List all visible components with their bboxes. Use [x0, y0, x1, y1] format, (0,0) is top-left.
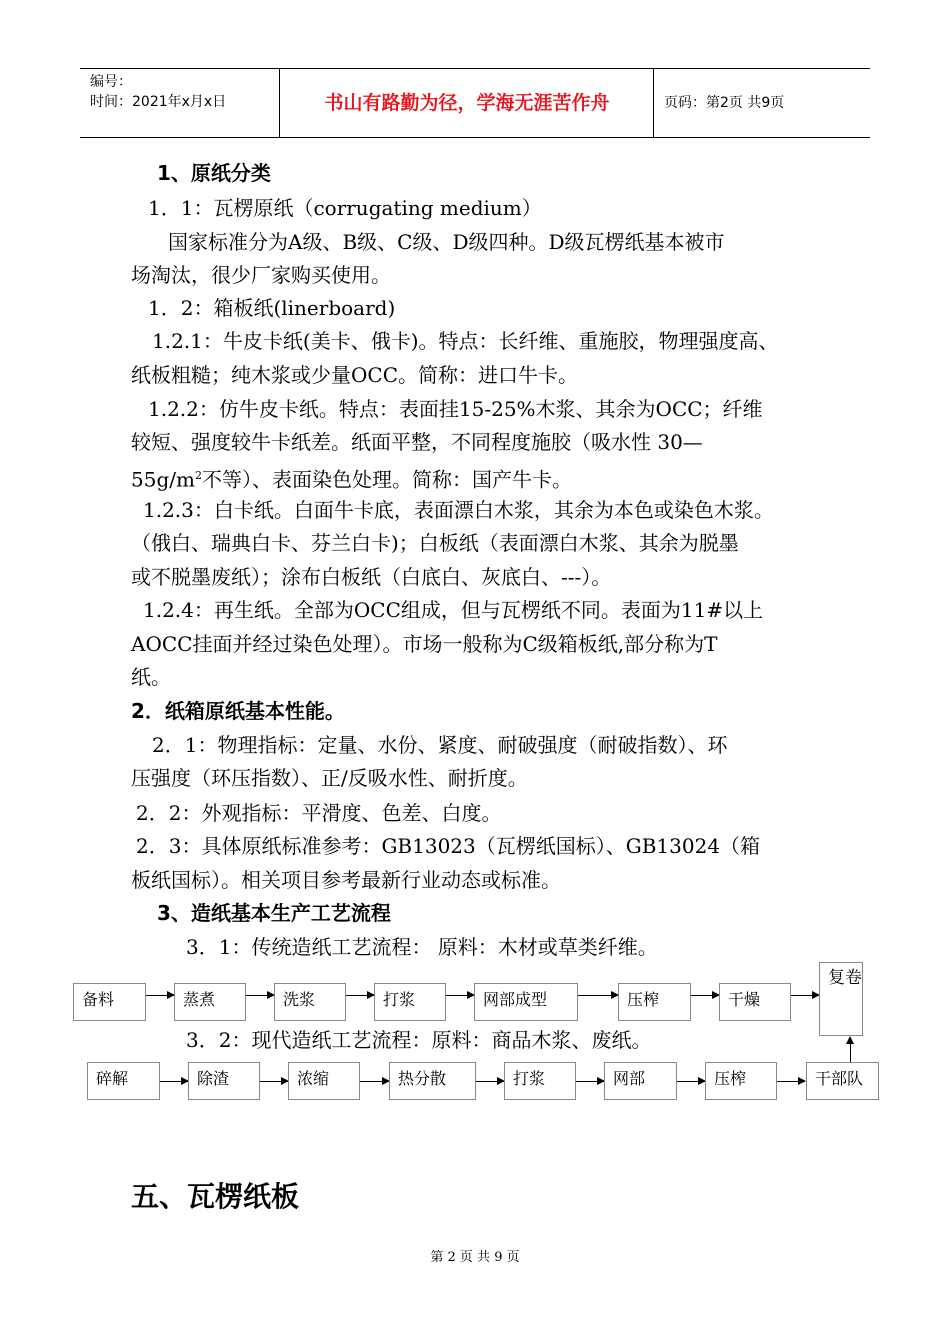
- paragraph: 2．2：外观指标：平滑度、色差、白度。: [136, 801, 502, 825]
- text-fragment: 不等）、表面染色处理。简称：国产牛卡。: [201, 467, 572, 492]
- arrow-right-icon: [476, 1081, 504, 1082]
- flow2-step: 热分散: [389, 1062, 476, 1100]
- paragraph: 3．1：传统造纸工艺流程： 原料：木材或草类纤维。: [186, 935, 658, 959]
- page-header: [80, 68, 870, 138]
- paragraph: [131, 459, 841, 497]
- section-title: 五、瓦楞纸板: [131, 1180, 300, 1213]
- arrow-right-icon: [578, 995, 618, 996]
- paragraph: 纸。: [131, 665, 171, 689]
- subheading-1-1: 1．1：瓦楞原纸（corrugating medium）: [148, 196, 542, 220]
- time-label: 时间：2021年x月x日: [90, 94, 227, 110]
- paragraph: AOCC挂面并经过染色处理）。市场一般称为C级箱板纸,部分称为T: [131, 632, 718, 656]
- heading-3: 3、造纸基本生产工艺流程: [157, 901, 391, 925]
- paragraph: 压强度（环压指数）、正/反吸水性、耐折度。: [131, 766, 528, 790]
- page-footer: 第 2 页 共 9 页: [430, 1250, 520, 1265]
- header-meta: [80, 69, 280, 137]
- paragraph: 较短、强度较牛卡纸差。纸面平整，不同程度施胶（吸水性 30—: [131, 430, 703, 454]
- flow2-step: 碎解: [87, 1062, 160, 1100]
- paragraph: 纸板粗糙；纯木浆或少量OCC。简称：进口牛卡。: [131, 363, 579, 387]
- paragraph: 1.2.3：白卡纸。白面牛卡底，表面漂白木浆，其余为本色或染色木浆。: [143, 498, 774, 522]
- paragraph: 或不脱墨废纸）；涂布白板纸（白底白、灰底白、---）。: [131, 565, 612, 589]
- paragraph: 1.2.2：仿牛皮卡纸。特点：表面挂15-25%木浆、其余为OCC；纤维: [148, 397, 763, 421]
- arrow-right-icon: [246, 995, 274, 996]
- flow2-step: 除渣: [188, 1062, 260, 1100]
- heading-1: 1、原纸分类: [157, 161, 271, 185]
- flow1-step: 蒸煮: [174, 983, 246, 1021]
- flow2-step: 压榨: [705, 1062, 777, 1100]
- heading-2: 2．纸箱原纸基本性能。: [131, 699, 345, 723]
- flow1-step: 打浆: [374, 983, 446, 1021]
- paragraph: 2．3：具体原纸标准参考：GB13023（瓦楞纸国标）、GB13024（箱: [136, 834, 761, 858]
- flow1-step-rewind: 复卷: [819, 962, 863, 1036]
- arrow-up-icon: [846, 1036, 854, 1044]
- arrow-right-icon: [777, 1081, 805, 1082]
- arrow-right-icon: [576, 1081, 604, 1082]
- flow2-step: 干部队: [806, 1062, 879, 1100]
- arrow-right-icon: [260, 1081, 288, 1082]
- arrow-right-icon: [677, 1081, 705, 1082]
- flow2-step: 浓缩: [288, 1062, 360, 1100]
- flow2-step: 打浆: [504, 1062, 576, 1100]
- flow1-step: 干燥: [719, 983, 791, 1021]
- paragraph: 2．1：物理指标：定量、水份、紧度、耐破强度（耐破指数）、环: [152, 733, 728, 757]
- arrow-right-icon: [160, 1081, 188, 1082]
- flow1-step: 网部成型: [474, 983, 578, 1021]
- paragraph: 场淘汰，很少厂家购买使用。: [131, 263, 391, 287]
- arrow-right-icon: [146, 995, 174, 996]
- paragraph: 1.2.4：再生纸。全部为OCC组成，但与瓦楞纸不同。表面为11#以上: [143, 598, 764, 622]
- header-motto: 书山有路勤为径，学海无涯苦作舟: [281, 69, 654, 137]
- arrow-right-icon: [346, 995, 374, 996]
- paragraph: （俄白、瑞典白卡、芬兰白卡)；白板纸（表面漂白木浆、其余为脱墨: [131, 531, 739, 555]
- paragraph: 3．2：现代造纸工艺流程：原料：商品木浆、废纸。: [186, 1028, 652, 1052]
- arrow-right-icon: [691, 995, 719, 996]
- number-label: 编号：: [90, 74, 132, 90]
- arrow-right-icon: [791, 995, 819, 996]
- flow2-step: 网部: [604, 1062, 677, 1100]
- flow1-step: 备料: [73, 983, 146, 1021]
- arrow-right-icon: [360, 1081, 389, 1082]
- connector-line: [850, 1044, 851, 1062]
- superscript: 2: [194, 469, 202, 482]
- paragraph: 板纸国标）。相关项目参考最新行业动态或标准。: [131, 868, 561, 892]
- text-fragment: 55g/m: [131, 467, 195, 492]
- flow1-step: 压榨: [618, 983, 691, 1021]
- subheading-1-2: 1．2：箱板纸(linerboard): [148, 296, 396, 320]
- header-page-info: 页码：第2页 共9页: [664, 95, 785, 111]
- flow1-step: 洗浆: [274, 983, 346, 1021]
- arrow-right-icon: [446, 995, 474, 996]
- paragraph: 1.2.1：牛皮卡纸(美卡、俄卡)。特点：长纤维、重施胶，物理强度高、: [152, 329, 779, 353]
- paragraph: 国家标准分为A级、B级、C级、D级四种。D级瓦楞纸基本被市: [168, 230, 725, 254]
